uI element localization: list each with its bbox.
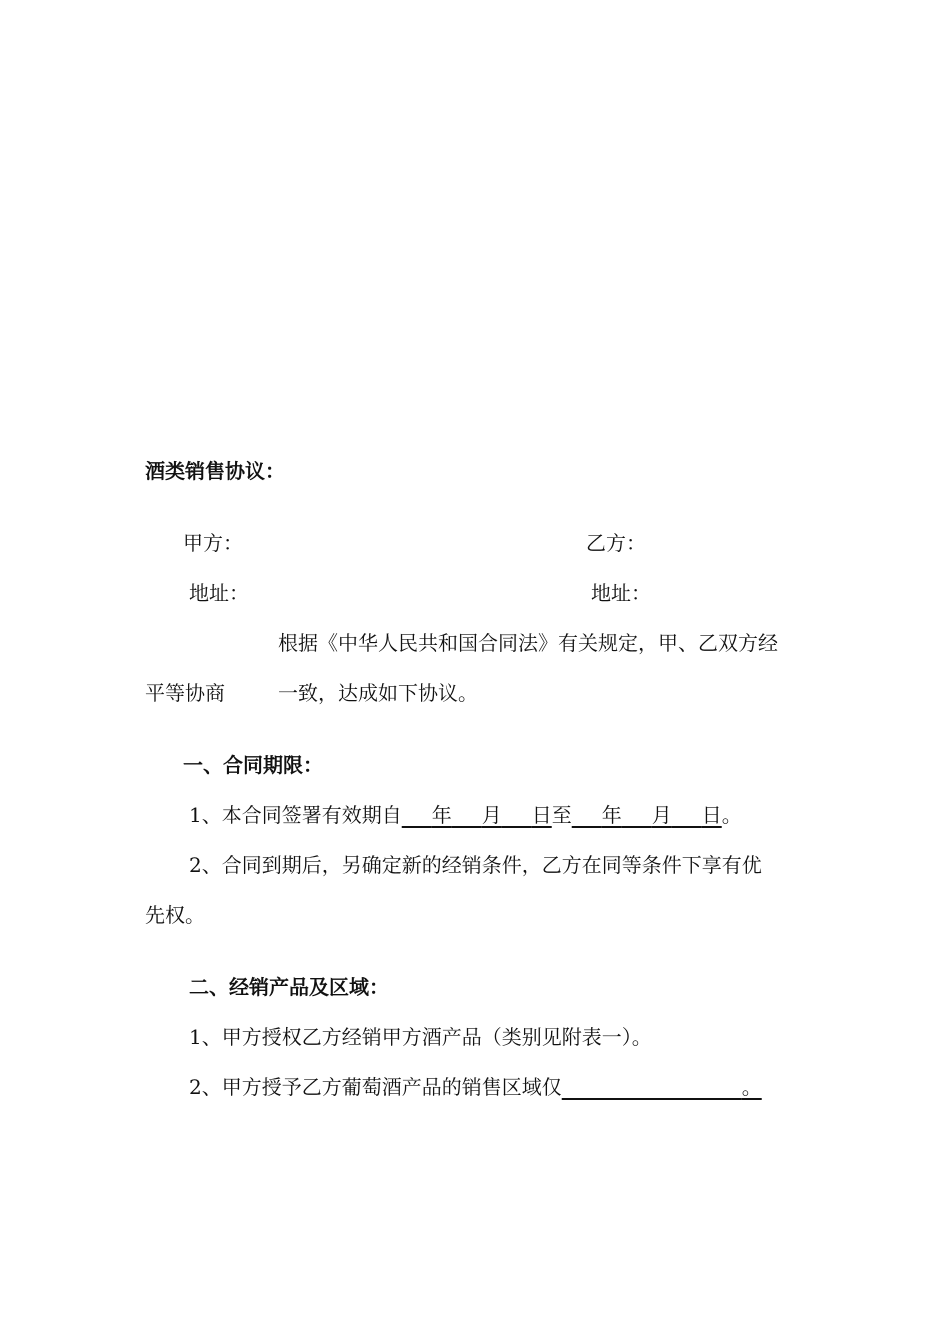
start-year-label: 年 [431,803,452,827]
clause-2-2-end: 。 [741,1075,762,1099]
clause-2-2 [189,1074,762,1100]
address-a-label: 地址： [189,581,249,605]
party-a-label: 甲方： [183,531,243,555]
end-day-label: 日 [701,803,722,827]
preamble-line-2-left: 平等协商 [145,681,225,705]
clause-2-2-prefix: 2、甲方授予乙方葡萄酒产品的销售区域仅 [189,1075,562,1099]
start-date-blank [402,803,552,827]
date-to-label: 至 [551,803,572,827]
clause-1-2-line-1: 2、合同到期后，另确定新的经销条件，乙方在同等条件下享有优 [189,853,762,877]
end-date-blank [572,803,722,827]
clause-1-1-end: 。 [721,803,742,827]
start-month-label: 月 [481,803,502,827]
preamble-line-1: 根据《中华人民共和国合同法》有关规定，甲、乙双方经 [278,631,778,655]
address-b-label: 地址： [591,581,651,605]
clause-2-1: 1、甲方授权乙方经销甲方酒产品（类别见附表一）。 [189,1025,652,1049]
section-2-heading: 二、经销产品及区域： [189,975,389,999]
preamble-line-2-right: 一致，达成如下协议。 [278,681,478,705]
sales-region-blank [562,1075,762,1099]
clause-1-2-line-2: 先权。 [145,903,205,927]
document-title: 酒类销售协议： [145,459,285,483]
section-1-heading: 一、合同期限： [183,753,323,777]
end-month-label: 月 [651,803,672,827]
clause-1-1-prefix: 1、本合同签署有效期自 [189,803,402,827]
end-year-label: 年 [601,803,622,827]
party-b-label: 乙方： [586,531,646,555]
clause-1-1 [189,802,742,828]
start-day-label: 日 [531,803,552,827]
